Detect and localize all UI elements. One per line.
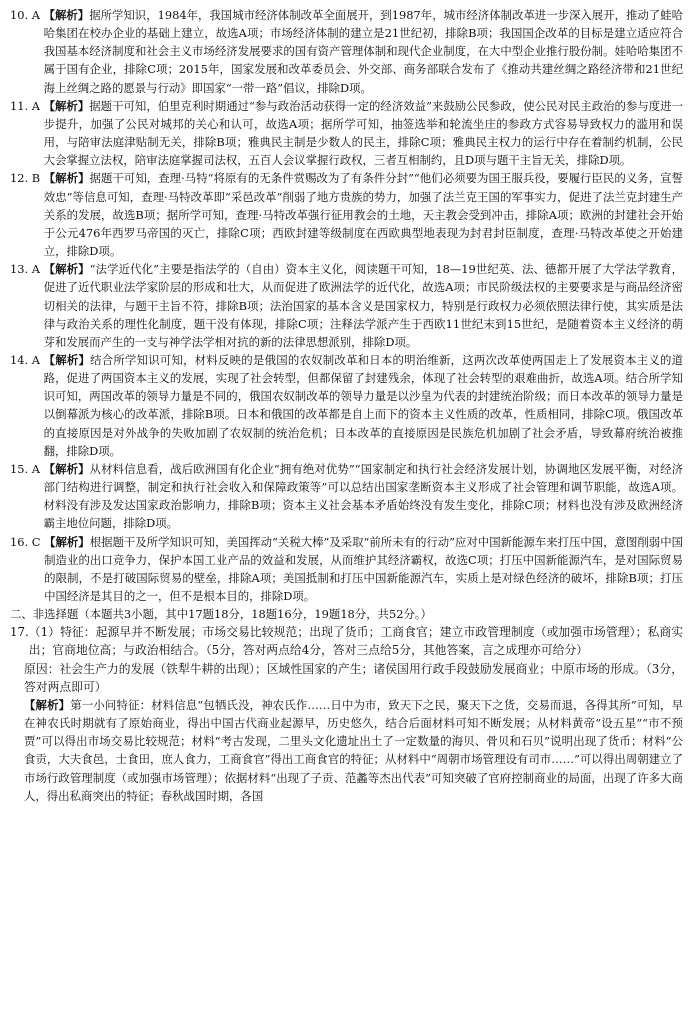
question-number: 14. A — [10, 352, 40, 367]
answer-item-15 — [10, 460, 683, 533]
answer-item-12 — [10, 169, 683, 260]
answer-text: 结合所学知识可知，材料反映的是俄国的农奴制改革和日本的明治维新，这两次改革使两国走上了发展资本主义的道路，促进了两国资本主义的发展，实现了社会转型，但都保留了封建残余，体现了社会转型的艰难曲折，故选A项。结合所学知识可知，两国改革的领导力量是不同的，俄国农奴制改革的领导力量是以沙皇为代表的封建统治阶级；而日本改革的领导力量是以倒幕派为核心的改革派，排除B项。日本和俄国的改革都是自上而下的资本主义性质的改革，性质相同，排除C项。俄国改革的直接原因是对外战争的失败加剧了农奴制的统治危机；日本改革的直接原因是民族危机加剧了社会矛盾，导致幕府统治被推翻，排除D项。 — [43, 352, 683, 458]
answer-17-reasons: 原因：社会生产力的发展（铁犁牛耕的出现）；区域性国家的产生；诸侯国用行政手段鼓励发展商业；中原市场的形成。（3分，答对两点即可） — [24, 661, 683, 694]
answer-text: 据所学知识，1984年，我国城市经济体制改革全面展开，到1987年，城市经济体制改革进一步深入展开，推动了蛙哈哈集团在校办企业的基础上建立，故选A项；市场经济体制的建立是21世纪初，排除B项；我国国企改革的目标是建立适应符合我国基本经济制度和社会主义市场经济发展要求的国有资产管理体制和现代企业制度，在大中型企业推行股份制。娃哈哈集团不属于国有企业，排除C项；2015年，国家发展和改革委员会、外交部、商务部联合发布了《推动共建丝绸之路经济带和21世纪海上丝绸之路的愿景与行动》即国家“一带一路”倡议，排除D项。 — [43, 8, 683, 95]
analysis-text: 第一小问特征：材料信息“包牺氏没，神农氏作……日中为市，致天下之民，聚天下之货，交易而退，各得其所”可知，早在神农氏时期就有了原始商业，得出中国古代商业起源早，历史悠久，结合后面材料可知不断发展；从材料黄帝“设五星”“市不预贾”可以得出市场交易比较规范；材料“考古发现，二里头文化遗址出土了一定数量的海贝、骨贝和石贝”说明出现了货币；材料“公食贡，大夫食邑，士食田，庶人食力，工商食官”得出工商食官的特征；从材料中“周朝市场管理设有司市……”可以得出周朝建立了市场行政管理制度（或加强市场管理）；依据材料“出现了子贡、范蠡等杰出代表”可知突破了官府控制商业的局面，出现了许多大商人，得出私商突出的特征；春秋战国时期，各国 — [24, 697, 683, 803]
analysis-tag: 【解析】 — [43, 352, 91, 367]
answer-list — [10, 6, 683, 605]
answer-17-analysis — [10, 696, 683, 805]
question-number: 13. A — [10, 262, 40, 277]
question-number: 12. B — [10, 171, 41, 186]
analysis-tag: 【解析】 — [43, 8, 90, 22]
analysis-tag: 【解析】 — [43, 262, 90, 277]
question-number: 17. — [10, 625, 29, 640]
question-number: 16. C — [10, 534, 41, 549]
analysis-tag: 【解析】 — [43, 171, 90, 186]
answer-item-16 — [10, 533, 683, 606]
answer-text: “法学近代化”主要是指法学的（自由）资本主义化，阅读题干可知，18—19世纪英、法、德都开展了大学法学教育，促进了近代职业法学家阶层的形成和壮大，从而促进了欧洲法学的近代化，故选A项；市民阶级法权的主要要求是与商品经济密切相关的法律，与题干主旨不符，排除B项；法治国家的基本含义是国家权力，特别是行政权力必须依照法律行使，其实质是法律与政治关系的理性化制度，题干没有体现，排除C项；注释法学派产生于西欧11世纪末到15世纪，是随着资本主义经济的萌芽和发展而产生的一支与神学法学相对抗的新的法律思想派别，排除D项。 — [43, 262, 683, 349]
answer-item-17 — [10, 623, 683, 659]
analysis-tag: 【解析】 — [43, 461, 90, 476]
answer-text: 根据题干及所学知识可知，美国挥动“关税大棒”及采取“前所未有的行动”应对中国新能源车来打压中国，意图削弱中国制造业的出口竞争力，保护本国工业产品的效益和发展，从而维护其经济霸权，故选C项；打压中国新能源汽车，是对国际贸易的限制，不是打破国际贸易的壁垒，排除A项；美国抵制和打压中国新能源汽车，实质上是对绿色经济的破坏，排除B项；打压中国经济是其目的之一，但不是根本目的，排除D项。 — [44, 534, 683, 603]
analysis-tag: 【解析】 — [24, 697, 71, 712]
answer-item-10 — [10, 6, 683, 97]
section-title: 二、非选择题（本题共3小题，其中17题18分，18题16分，19题18分，共52分。） — [10, 607, 432, 622]
answer-text: 据题干可知，查理·马特“将原有的无条件赏赐改为了有条件分封”“他们必须要为国王服兵役，要履行臣民的义务，宣誓效忠”等信息可知，查理·马特改革即“采邑改革”削弱了地方贵族的势力，加强了法兰克王国的军事实力，促进了法兰克封建生产关系的发展，故选B项；据所学可知，查理·马特改革强行征用教会的土地，天主教会受到冲击，排除A项；欧洲的封建社会开始于公元476年西罗马帝国的灭亡，排除C项；西欧封建等级制度在西欧典型地表现为封君封臣制度，查理·马特改革使之开始建立，排除D项。 — [43, 171, 683, 259]
answer-item-13 — [10, 260, 683, 351]
analysis-tag: 【解析】 — [44, 534, 90, 549]
answer-17-features: （1）特征：起源早并不断发展；市场交易比较规范；出现了货币；工商食官；建立市政管理制度（或加强市场管理）；私商实出；官商地位高；与政治相结合。（5分，答对两点给4分，答对三点给5分，其他答案，言之成理亦可给分） — [28, 625, 683, 658]
question-number: 15. A — [10, 461, 40, 476]
analysis-tag: 【解析】 — [43, 98, 90, 113]
question-number: 10. A — [10, 8, 40, 22]
answer-item-11 — [10, 97, 683, 170]
question-number: 11. A — [10, 98, 40, 113]
answer-text: 从材料信息看，战后欧洲国有化企业“拥有绝对优势”“国家制定和执行社会经济发展计划，协调地区发展平衡，对经济部门结构进行调整，制定和执行社会收入和保障政策等”可以总结出国家垄断资本主义形成了社会管理和调节职能，故选A项。材料没有涉及发达国家政治影响力，排除B项；资本主义社会基本矛盾始终没有发生变化，排除C项；材料也没有涉及欧洲经济霸主地位问题，排除D项。 — [43, 461, 683, 531]
answer-text: 据题干可知，伯里克利时期通过“参与政治活动获得一定的经济效益”来鼓励公民参政，使公民对民主政治的参与度进一步提升，加强了公民对城邦的关心和认可，故选A项；据所学可知，抽签选举和轮流坐庄的参政方式容易导致权力的滥用和误用，与陪审法庭津贴制无关，排除B项；雅典民主制是少数人的民主，排除C项；雅典民主权力的运行中存在着制约机制，公民大会掌握立法权，陪审法庭掌握司法权，五百人会议掌握行政权，三者互相制约，且D项与题干主旨无关，排除D项。 — [43, 98, 683, 168]
answer-item-14 — [10, 351, 683, 460]
